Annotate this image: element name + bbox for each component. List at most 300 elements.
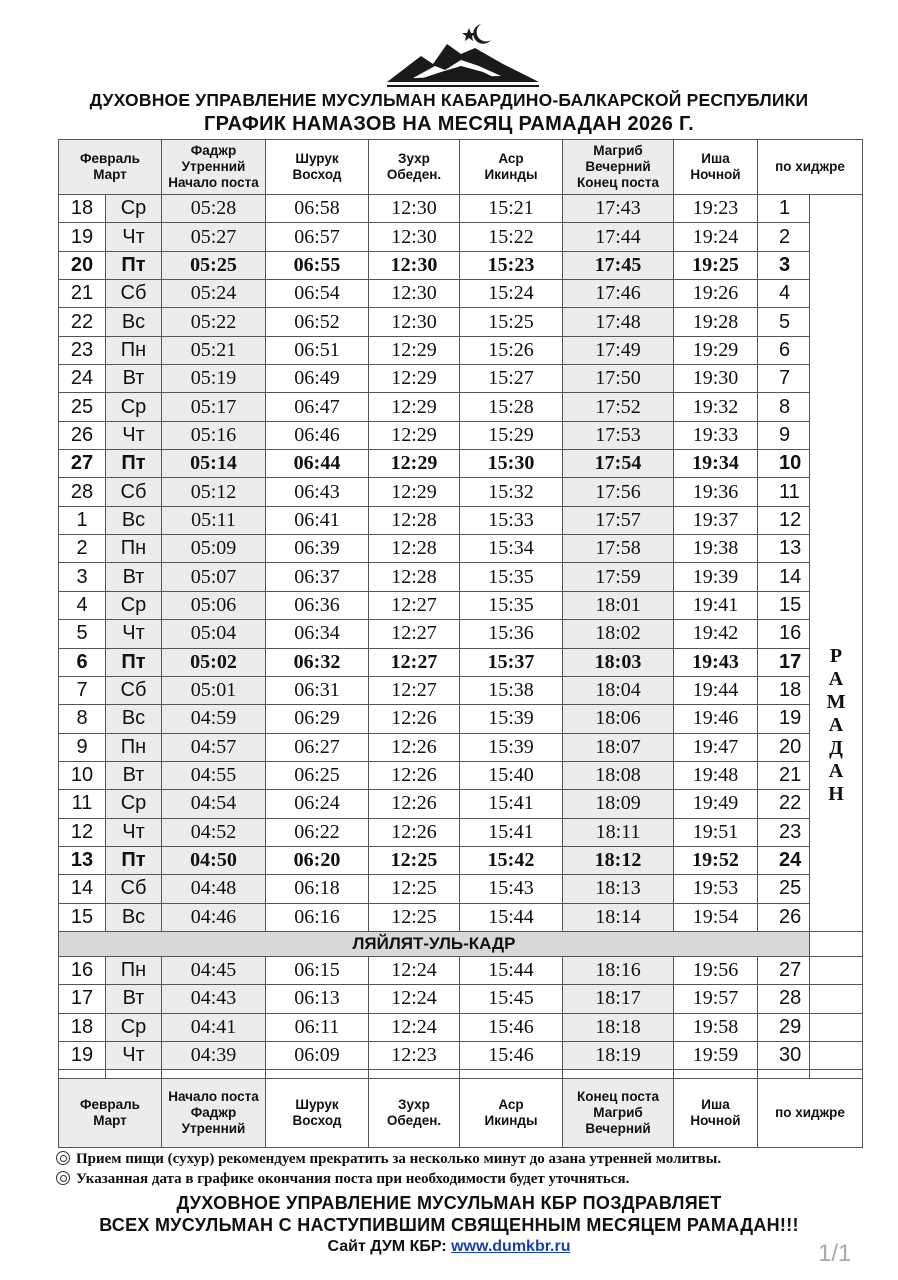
spacer-cell — [674, 1070, 758, 1079]
table-row — [59, 450, 863, 478]
isha-time-cell: 19:29 — [674, 336, 758, 364]
isha-time-cell: 19:37 — [674, 506, 758, 534]
footer-zuhr-header: Зухр Обеден. — [369, 1079, 460, 1148]
table-header-row — [59, 140, 863, 195]
asr-time-cell: 15:37 — [460, 648, 563, 676]
maghrib-time-cell: 17:45 — [563, 251, 674, 279]
col-hijri-header: по хиджре — [758, 140, 863, 195]
asr-time-cell: 15:23 — [460, 251, 563, 279]
hijri-day-cell: 26 — [758, 903, 810, 931]
asr-time-cell: 15:26 — [460, 336, 563, 364]
day-cell: 19 — [59, 223, 106, 251]
asr-time-cell: 15:24 — [460, 280, 563, 308]
fajr-time-cell: 04:45 — [162, 956, 266, 984]
hijri-day-cell: 3 — [758, 251, 810, 279]
spacer-cell — [106, 1070, 162, 1079]
hijri-day-cell: 9 — [758, 421, 810, 449]
isha-time-cell: 19:56 — [674, 956, 758, 984]
hijri-day-cell: 16 — [758, 620, 810, 648]
hijri-day-cell: 30 — [758, 1041, 810, 1069]
fajr-time-cell: 04:46 — [162, 903, 266, 931]
asr-time-cell: 15:39 — [460, 705, 563, 733]
zuhr-time-cell: 12:25 — [369, 903, 460, 931]
table-row — [59, 846, 863, 874]
schedule-title: ГРАФИК НАМАЗОВ НА МЕСЯЦ РАМАДАН 2026 Г. — [203, 113, 695, 135]
asr-time-cell: 15:30 — [460, 450, 563, 478]
ramadan-side-label — [810, 195, 863, 932]
maghrib-time-cell: 18:01 — [563, 591, 674, 619]
hijri-day-cell: 10 — [758, 450, 810, 478]
col-zuhr-header: Зухр Обеден. — [369, 140, 460, 195]
fajr-time-cell: 04:55 — [162, 761, 266, 789]
blank-cell — [810, 985, 863, 1013]
table-row — [59, 648, 863, 676]
fajr-time-cell: 04:57 — [162, 733, 266, 761]
shuruk-time-cell: 06:47 — [266, 393, 369, 421]
day-cell: 16 — [59, 956, 106, 984]
isha-time-cell: 19:34 — [674, 450, 758, 478]
weekday-cell: Чт — [106, 223, 162, 251]
shuruk-time-cell: 06:46 — [266, 421, 369, 449]
day-cell: 19 — [59, 1041, 106, 1069]
hijri-day-cell: 19 — [758, 705, 810, 733]
fajr-time-cell: 05:07 — [162, 563, 266, 591]
asr-time-cell: 15:41 — [460, 790, 563, 818]
blank-cell — [810, 956, 863, 984]
shuruk-time-cell: 06:37 — [266, 563, 369, 591]
footer-isha-header: Иша Ночной — [674, 1079, 758, 1148]
mosque-mountain-logo — [383, 20, 543, 92]
table-row — [59, 620, 863, 648]
hijri-day-cell: 14 — [758, 563, 810, 591]
day-cell: 27 — [59, 450, 106, 478]
shuruk-time-cell: 06:34 — [266, 620, 369, 648]
zuhr-time-cell: 12:27 — [369, 648, 460, 676]
maghrib-time-cell: 17:49 — [563, 336, 674, 364]
table-footer-row — [59, 1079, 863, 1148]
day-cell: 20 — [59, 251, 106, 279]
fajr-time-cell: 04:59 — [162, 705, 266, 733]
asr-time-cell: 15:36 — [460, 620, 563, 648]
weekday-cell: Пт — [106, 846, 162, 874]
zuhr-time-cell: 12:29 — [369, 478, 460, 506]
hijri-day-cell: 24 — [758, 846, 810, 874]
weekday-cell: Пн — [106, 733, 162, 761]
weekday-cell: Чт — [106, 1041, 162, 1069]
spacer-cell — [369, 1070, 460, 1079]
fajr-time-cell: 05:01 — [162, 676, 266, 704]
table-row — [59, 365, 863, 393]
zuhr-time-cell: 12:24 — [369, 985, 460, 1013]
table-row — [59, 478, 863, 506]
weekday-cell: Вс — [106, 308, 162, 336]
maghrib-time-cell: 18:08 — [563, 761, 674, 789]
hijri-day-cell: 6 — [758, 336, 810, 364]
fajr-time-cell: 05:28 — [162, 195, 266, 223]
asr-time-cell: 15:44 — [460, 903, 563, 931]
shuruk-time-cell: 06:29 — [266, 705, 369, 733]
hijri-day-cell: 22 — [758, 790, 810, 818]
maghrib-time-cell: 17:56 — [563, 478, 674, 506]
site-label: Сайт ДУМ КБР: — [327, 1238, 447, 1255]
hijri-day-cell: 5 — [758, 308, 810, 336]
maghrib-time-cell: 17:53 — [563, 421, 674, 449]
isha-time-cell: 19:59 — [674, 1041, 758, 1069]
fajr-time-cell: 05:14 — [162, 450, 266, 478]
isha-time-cell: 19:23 — [674, 195, 758, 223]
shuruk-time-cell: 06:44 — [266, 450, 369, 478]
day-cell: 10 — [59, 761, 106, 789]
hijri-day-cell: 11 — [758, 478, 810, 506]
weekday-cell: Ср — [106, 591, 162, 619]
zuhr-time-cell: 12:26 — [369, 733, 460, 761]
weekday-cell: Чт — [106, 421, 162, 449]
shuruk-time-cell: 06:16 — [266, 903, 369, 931]
spacer-cell — [563, 1070, 674, 1079]
isha-time-cell: 19:54 — [674, 903, 758, 931]
asr-time-cell: 15:42 — [460, 846, 563, 874]
table-row — [59, 733, 863, 761]
isha-time-cell: 19:36 — [674, 478, 758, 506]
shuruk-time-cell: 06:24 — [266, 790, 369, 818]
laylat-al-qadr-row — [59, 931, 863, 956]
table-row — [59, 195, 863, 223]
asr-time-cell: 15:46 — [460, 1013, 563, 1041]
zuhr-time-cell: 12:26 — [369, 790, 460, 818]
hijri-day-cell: 17 — [758, 648, 810, 676]
hijri-day-cell: 2 — [758, 223, 810, 251]
day-cell: 25 — [59, 393, 106, 421]
spacer-cell — [758, 1070, 810, 1079]
fajr-time-cell: 05:06 — [162, 591, 266, 619]
asr-time-cell: 15:25 — [460, 308, 563, 336]
zuhr-time-cell: 12:24 — [369, 1013, 460, 1041]
maghrib-time-cell: 17:44 — [563, 223, 674, 251]
col-asr-header: Аср Икинды — [460, 140, 563, 195]
col-maghrib-header: Магриб Вечерний Конец поста — [563, 140, 674, 195]
shuruk-time-cell: 06:36 — [266, 591, 369, 619]
side-label-letter: А — [828, 714, 844, 737]
asr-time-cell: 15:44 — [460, 956, 563, 984]
fajr-time-cell: 05:12 — [162, 478, 266, 506]
organization-title: ДУХОВНОЕ УПРАВЛЕНИЕ МУСУЛЬМАН КАБАРДИНО-БАЛКАРСКОЙ РЕСПУБЛИКИ — [89, 90, 809, 110]
maghrib-time-cell: 17:57 — [563, 506, 674, 534]
asr-time-cell: 15:40 — [460, 761, 563, 789]
day-cell: 21 — [59, 280, 106, 308]
shuruk-time-cell: 06:58 — [266, 195, 369, 223]
asr-time-cell: 15:35 — [460, 591, 563, 619]
col-shuruk-header: Шурук Восход — [266, 140, 369, 195]
notes — [56, 1150, 721, 1189]
day-cell: 7 — [59, 676, 106, 704]
shuruk-time-cell: 06:52 — [266, 308, 369, 336]
weekday-cell: Вт — [106, 563, 162, 591]
spacer-cell — [460, 1070, 563, 1079]
asr-time-cell: 15:33 — [460, 506, 563, 534]
hijri-day-cell: 23 — [758, 818, 810, 846]
footer-asr-header: Аср Икинды — [460, 1079, 563, 1148]
asr-time-cell: 15:38 — [460, 676, 563, 704]
maghrib-time-cell: 18:18 — [563, 1013, 674, 1041]
table-row — [59, 875, 863, 903]
day-cell: 23 — [59, 336, 106, 364]
shuruk-time-cell: 06:20 — [266, 846, 369, 874]
maghrib-time-cell: 18:03 — [563, 648, 674, 676]
shuruk-time-cell: 06:39 — [266, 535, 369, 563]
day-cell: 15 — [59, 903, 106, 931]
side-label-letter: А — [828, 760, 844, 783]
zuhr-time-cell: 12:30 — [369, 195, 460, 223]
fajr-time-cell: 05:24 — [162, 280, 266, 308]
isha-time-cell: 19:51 — [674, 818, 758, 846]
isha-time-cell: 19:28 — [674, 308, 758, 336]
table-row — [59, 1013, 863, 1041]
weekday-cell: Чт — [106, 620, 162, 648]
hijri-day-cell: 8 — [758, 393, 810, 421]
table-row — [59, 956, 863, 984]
table-row — [59, 903, 863, 931]
asr-time-cell: 15:29 — [460, 421, 563, 449]
isha-time-cell: 19:52 — [674, 846, 758, 874]
asr-time-cell: 15:46 — [460, 1041, 563, 1069]
zuhr-time-cell: 12:28 — [369, 563, 460, 591]
table-row — [59, 251, 863, 279]
maghrib-time-cell: 18:06 — [563, 705, 674, 733]
isha-time-cell: 19:42 — [674, 620, 758, 648]
asr-time-cell: 15:21 — [460, 195, 563, 223]
day-cell: 12 — [59, 818, 106, 846]
zuhr-time-cell: 12:27 — [369, 676, 460, 704]
greeting-line-2: ВСЕХ МУСУЛЬМАН С НАСТУПИВШИМ СВЯЩЕННЫМ МЕСЯЦЕМ РАМАДАН!!! — [99, 1215, 799, 1235]
isha-time-cell: 19:32 — [674, 393, 758, 421]
isha-time-cell: 19:30 — [674, 365, 758, 393]
day-cell: 4 — [59, 591, 106, 619]
zuhr-time-cell: 12:30 — [369, 280, 460, 308]
isha-time-cell: 19:53 — [674, 875, 758, 903]
weekday-cell: Ср — [106, 195, 162, 223]
isha-time-cell: 19:24 — [674, 223, 758, 251]
zuhr-time-cell: 12:29 — [369, 365, 460, 393]
hijri-day-cell: 13 — [758, 535, 810, 563]
day-cell: 8 — [59, 705, 106, 733]
fajr-time-cell: 05:17 — [162, 393, 266, 421]
table-row — [59, 985, 863, 1013]
spacer-cell — [162, 1070, 266, 1079]
shuruk-time-cell: 06:27 — [266, 733, 369, 761]
maghrib-time-cell: 17:54 — [563, 450, 674, 478]
weekday-cell: Ср — [106, 393, 162, 421]
zuhr-time-cell: 12:27 — [369, 591, 460, 619]
shuruk-time-cell: 06:13 — [266, 985, 369, 1013]
day-cell: 18 — [59, 195, 106, 223]
fajr-time-cell: 05:09 — [162, 535, 266, 563]
weekday-cell: Пт — [106, 251, 162, 279]
fajr-time-cell: 04:54 — [162, 790, 266, 818]
maghrib-time-cell: 18:07 — [563, 733, 674, 761]
fajr-time-cell: 05:16 — [162, 421, 266, 449]
fajr-time-cell: 05:19 — [162, 365, 266, 393]
hijri-day-cell: 29 — [758, 1013, 810, 1041]
side-label-letter: М — [826, 691, 846, 714]
hijri-day-cell: 15 — [758, 591, 810, 619]
page-indicator: 1/1 — [818, 1240, 852, 1267]
weekday-cell: Вт — [106, 365, 162, 393]
table-row — [59, 790, 863, 818]
day-cell: 26 — [59, 421, 106, 449]
maghrib-time-cell: 18:11 — [563, 818, 674, 846]
weekday-cell: Пн — [106, 956, 162, 984]
shuruk-time-cell: 06:32 — [266, 648, 369, 676]
fajr-time-cell: 04:50 — [162, 846, 266, 874]
isha-time-cell: 19:49 — [674, 790, 758, 818]
note-item: Прием пищи (сухур) рекомендуем прекратить за несколько минут до азана утренней молитвы. — [56, 1150, 721, 1170]
zuhr-time-cell: 12:29 — [369, 450, 460, 478]
weekday-cell: Вт — [106, 761, 162, 789]
hijri-day-cell: 21 — [758, 761, 810, 789]
weekday-cell: Сб — [106, 676, 162, 704]
zuhr-time-cell: 12:26 — [369, 818, 460, 846]
col-isha-header: Иша Ночной — [674, 140, 758, 195]
maghrib-time-cell: 17:48 — [563, 308, 674, 336]
spacer-cell — [59, 1070, 106, 1079]
hijri-day-cell: 27 — [758, 956, 810, 984]
zuhr-time-cell: 12:30 — [369, 251, 460, 279]
shuruk-time-cell: 06:15 — [266, 956, 369, 984]
asr-time-cell: 15:34 — [460, 535, 563, 563]
isha-time-cell: 19:25 — [674, 251, 758, 279]
day-cell: 17 — [59, 985, 106, 1013]
table-row — [59, 705, 863, 733]
maghrib-time-cell: 18:02 — [563, 620, 674, 648]
blank-cell — [810, 1041, 863, 1069]
table-row — [59, 1041, 863, 1069]
shuruk-time-cell: 06:55 — [266, 251, 369, 279]
asr-time-cell: 15:41 — [460, 818, 563, 846]
blank-cell — [810, 931, 863, 956]
maghrib-time-cell: 17:46 — [563, 280, 674, 308]
weekday-cell: Вс — [106, 506, 162, 534]
fajr-time-cell: 05:27 — [162, 223, 266, 251]
maghrib-time-cell: 17:50 — [563, 365, 674, 393]
table-row — [59, 818, 863, 846]
fajr-time-cell: 04:41 — [162, 1013, 266, 1041]
side-label-letter: Р — [829, 645, 843, 668]
isha-time-cell: 19:48 — [674, 761, 758, 789]
side-label-letter: Н — [828, 783, 844, 806]
fajr-time-cell: 04:52 — [162, 818, 266, 846]
day-cell: 22 — [59, 308, 106, 336]
prayer-schedule-table — [58, 139, 863, 1148]
weekday-cell: Ср — [106, 1013, 162, 1041]
zuhr-time-cell: 12:23 — [369, 1041, 460, 1069]
col-month-header: Февраль Март — [59, 140, 162, 195]
maghrib-time-cell: 18:17 — [563, 985, 674, 1013]
asr-time-cell: 15:28 — [460, 393, 563, 421]
day-cell: 13 — [59, 846, 106, 874]
asr-time-cell: 15:27 — [460, 365, 563, 393]
asr-time-cell: 15:39 — [460, 733, 563, 761]
footer-shuruk-header: Шурук Восход — [266, 1079, 369, 1148]
isha-time-cell: 19:47 — [674, 733, 758, 761]
weekday-cell: Сб — [106, 478, 162, 506]
side-label-letter: А — [828, 668, 844, 691]
isha-time-cell: 19:46 — [674, 705, 758, 733]
shuruk-time-cell: 06:51 — [266, 336, 369, 364]
weekday-cell: Вт — [106, 985, 162, 1013]
footer-hijri-header: по хиджре — [758, 1079, 863, 1148]
table-row — [59, 761, 863, 789]
weekday-cell: Сб — [106, 875, 162, 903]
note-item: Указанная дата в графике окончания поста при необходимости будет уточняться. — [56, 1170, 721, 1190]
weekday-cell: Чт — [106, 818, 162, 846]
spacer-cell — [810, 1070, 863, 1079]
maghrib-time-cell: 18:12 — [563, 846, 674, 874]
weekday-cell: Пн — [106, 535, 162, 563]
weekday-cell: Вс — [106, 705, 162, 733]
asr-time-cell: 15:43 — [460, 875, 563, 903]
shuruk-time-cell: 06:57 — [266, 223, 369, 251]
isha-time-cell: 19:41 — [674, 591, 758, 619]
isha-time-cell: 19:38 — [674, 535, 758, 563]
zuhr-time-cell: 12:27 — [369, 620, 460, 648]
asr-time-cell: 15:45 — [460, 985, 563, 1013]
day-cell: 9 — [59, 733, 106, 761]
shuruk-time-cell: 06:11 — [266, 1013, 369, 1041]
maghrib-time-cell: 17:43 — [563, 195, 674, 223]
spacer-cell — [266, 1070, 369, 1079]
asr-time-cell: 15:22 — [460, 223, 563, 251]
day-cell: 11 — [59, 790, 106, 818]
isha-time-cell: 19:26 — [674, 280, 758, 308]
table-row — [59, 223, 863, 251]
day-cell: 6 — [59, 648, 106, 676]
table-row — [59, 563, 863, 591]
day-cell: 18 — [59, 1013, 106, 1041]
table-row — [59, 421, 863, 449]
weekday-cell: Пн — [106, 336, 162, 364]
zuhr-time-cell: 12:29 — [369, 336, 460, 364]
zuhr-time-cell: 12:25 — [369, 846, 460, 874]
zuhr-time-cell: 12:26 — [369, 761, 460, 789]
table-row — [59, 280, 863, 308]
greeting-line-1: ДУХОВНОЕ УПРАВЛЕНИЕ МУСУЛЬМАН КБР ПОЗДРАВЛЯЕТ — [176, 1193, 722, 1213]
hijri-day-cell: 18 — [758, 676, 810, 704]
footer-fajr-header: Начало поста Фаджр Утренний — [162, 1079, 266, 1148]
day-cell: 3 — [59, 563, 106, 591]
shuruk-time-cell: 06:31 — [266, 676, 369, 704]
fajr-time-cell: 05:22 — [162, 308, 266, 336]
weekday-cell: Сб — [106, 280, 162, 308]
site-link[interactable]: www.dumkbr.ru — [451, 1238, 571, 1255]
day-cell: 2 — [59, 535, 106, 563]
hijri-day-cell: 1 — [758, 195, 810, 223]
col-fajr-header: Фаджр Утренний Начало поста — [162, 140, 266, 195]
weekday-cell: Пт — [106, 648, 162, 676]
footer-maghrib-header: Конец поста Магриб Вечерний — [563, 1079, 674, 1148]
hijri-day-cell: 4 — [758, 280, 810, 308]
zuhr-time-cell: 12:25 — [369, 875, 460, 903]
fajr-time-cell: 05:02 — [162, 648, 266, 676]
fajr-time-cell: 05:04 — [162, 620, 266, 648]
day-cell: 24 — [59, 365, 106, 393]
asr-time-cell: 15:32 — [460, 478, 563, 506]
fajr-time-cell: 04:39 — [162, 1041, 266, 1069]
side-label-letter: Д — [829, 737, 843, 760]
zuhr-time-cell: 12:29 — [369, 421, 460, 449]
zuhr-time-cell: 12:28 — [369, 535, 460, 563]
maghrib-time-cell: 18:09 — [563, 790, 674, 818]
bullet-icon — [56, 1151, 70, 1165]
